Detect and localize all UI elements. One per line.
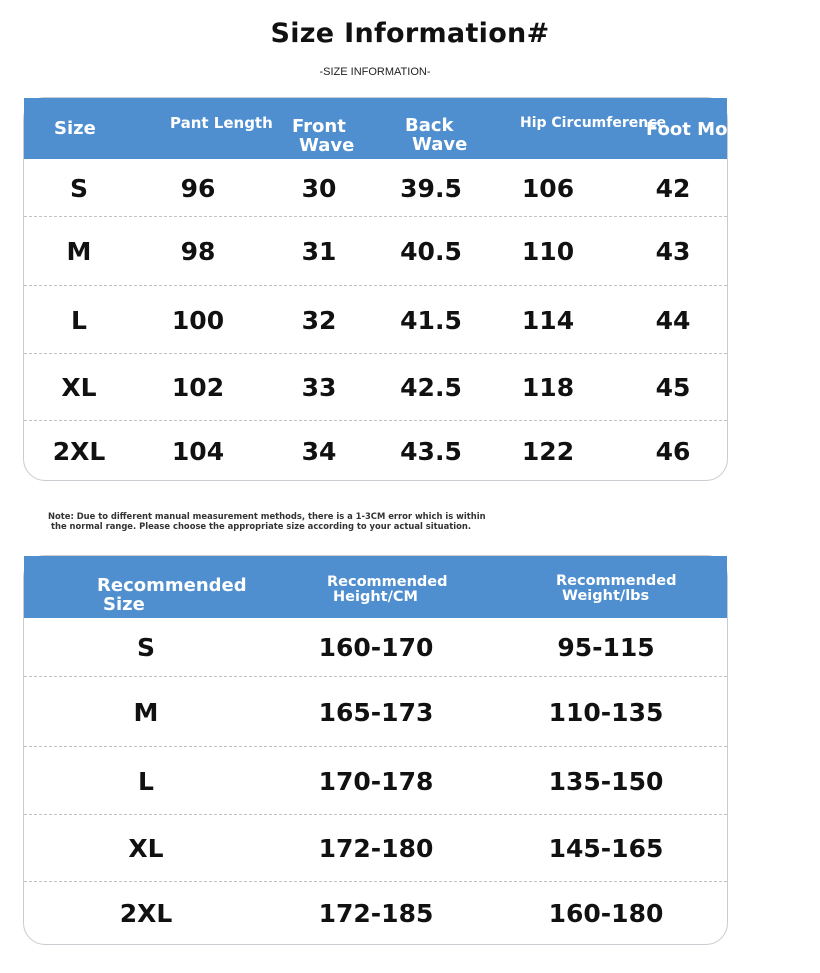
cell-hip: 106 [521, 173, 575, 203]
table-row [24, 217, 727, 286]
header-recommended-height [327, 575, 448, 605]
table-row [24, 354, 727, 421]
cell-back-wave: 39.5 [400, 173, 462, 203]
header-weight-line2: Weight/lbs [562, 588, 650, 605]
cell-size: 2XL [52, 437, 106, 466]
header-front-line1: Front [292, 116, 346, 137]
cell-size: XL [61, 373, 97, 402]
cell-front-wave: 34 [301, 437, 337, 466]
cell-hip: 110 [521, 237, 575, 266]
cell-size: XL [128, 834, 164, 863]
header-back-line1: Back [405, 115, 454, 136]
cell-size: L [138, 766, 154, 796]
table-row [24, 747, 727, 815]
cell-height: 172-185 [318, 898, 434, 928]
cell-pant-length: 100 [171, 305, 225, 335]
cell-hip: 118 [521, 373, 575, 402]
table-row [24, 815, 727, 882]
page-title: Size Information# [270, 18, 550, 49]
header-back-line2: Wave [412, 133, 468, 155]
note-line-2: the normal range. Please choose the appropriate size according to your actual situation. [51, 521, 472, 531]
cell-height: 165-173 [318, 697, 434, 727]
header-size: Size [54, 118, 96, 139]
cell-hip: 122 [521, 437, 575, 466]
cell-pant-length: 96 [180, 173, 216, 203]
cell-pant-length: 102 [171, 373, 225, 402]
cell-foot-mouth: 42 [655, 173, 691, 203]
cell-hip: 114 [521, 305, 575, 335]
cell-foot-mouth: 43 [655, 237, 691, 266]
header-front-line2: Wave [299, 134, 355, 156]
header-pant-length: Pant Length [170, 114, 273, 132]
recommend-table-header [24, 556, 727, 618]
header-recommended-size [97, 577, 247, 615]
cell-foot-mouth: 46 [655, 437, 691, 466]
size-table-header [24, 98, 762, 159]
cell-weight: 160-180 [548, 898, 664, 928]
page-subtitle: -SIZE INFORMATION- [319, 66, 431, 78]
header-foot-mouth: Foot Mouth [646, 119, 762, 140]
cell-back-wave: 41.5 [400, 305, 462, 335]
cell-size: M [133, 697, 159, 727]
cell-foot-mouth: 45 [655, 373, 691, 402]
table-row [24, 618, 727, 677]
cell-foot-mouth: 44 [655, 305, 691, 335]
cell-height: 170-178 [318, 766, 434, 796]
cell-size: M [66, 237, 92, 266]
cell-height: 160-170 [318, 633, 434, 662]
cell-front-wave: 33 [301, 373, 337, 402]
cell-back-wave: 42.5 [400, 373, 462, 402]
table-row [24, 421, 727, 482]
table-row [24, 677, 727, 747]
cell-weight: 135-150 [548, 766, 664, 796]
cell-size: L [71, 305, 87, 335]
cell-pant-length: 104 [171, 437, 225, 466]
header-recommended-weight [556, 574, 677, 604]
header-front-wave [292, 118, 354, 156]
size-table [23, 97, 762, 481]
measurement-note [48, 511, 486, 531]
header-height-line2: Height/CM [333, 589, 418, 606]
header-height-line1: Recommended [327, 574, 448, 590]
recommend-table [23, 555, 728, 945]
note-line-1: Note: Due to different manual measurement methods, there is a 1-3CM error which is within [48, 511, 486, 521]
cell-weight: 95-115 [557, 633, 655, 662]
table-row [24, 159, 727, 217]
header-weight-line1: Recommended [556, 573, 677, 589]
cell-size: S [69, 173, 88, 203]
header-hip-circumference: Hip Circumference [520, 115, 666, 131]
cell-size: 2XL [119, 898, 173, 928]
cell-weight: 110-135 [548, 697, 664, 727]
table-row [24, 882, 727, 944]
cell-weight: 145-165 [548, 834, 664, 863]
table-row [24, 286, 727, 354]
header-size-line2: Size [103, 593, 145, 615]
cell-size: S [136, 633, 155, 662]
cell-back-wave: 40.5 [400, 237, 462, 266]
cell-back-wave: 43.5 [400, 437, 462, 466]
cell-height: 172-180 [318, 834, 434, 863]
cell-front-wave: 32 [301, 305, 337, 335]
header-back-wave [405, 117, 467, 155]
cell-front-wave: 31 [301, 237, 337, 266]
cell-front-wave: 30 [301, 173, 337, 203]
header-size-line1: Recommended [97, 575, 247, 596]
cell-pant-length: 98 [180, 237, 216, 266]
